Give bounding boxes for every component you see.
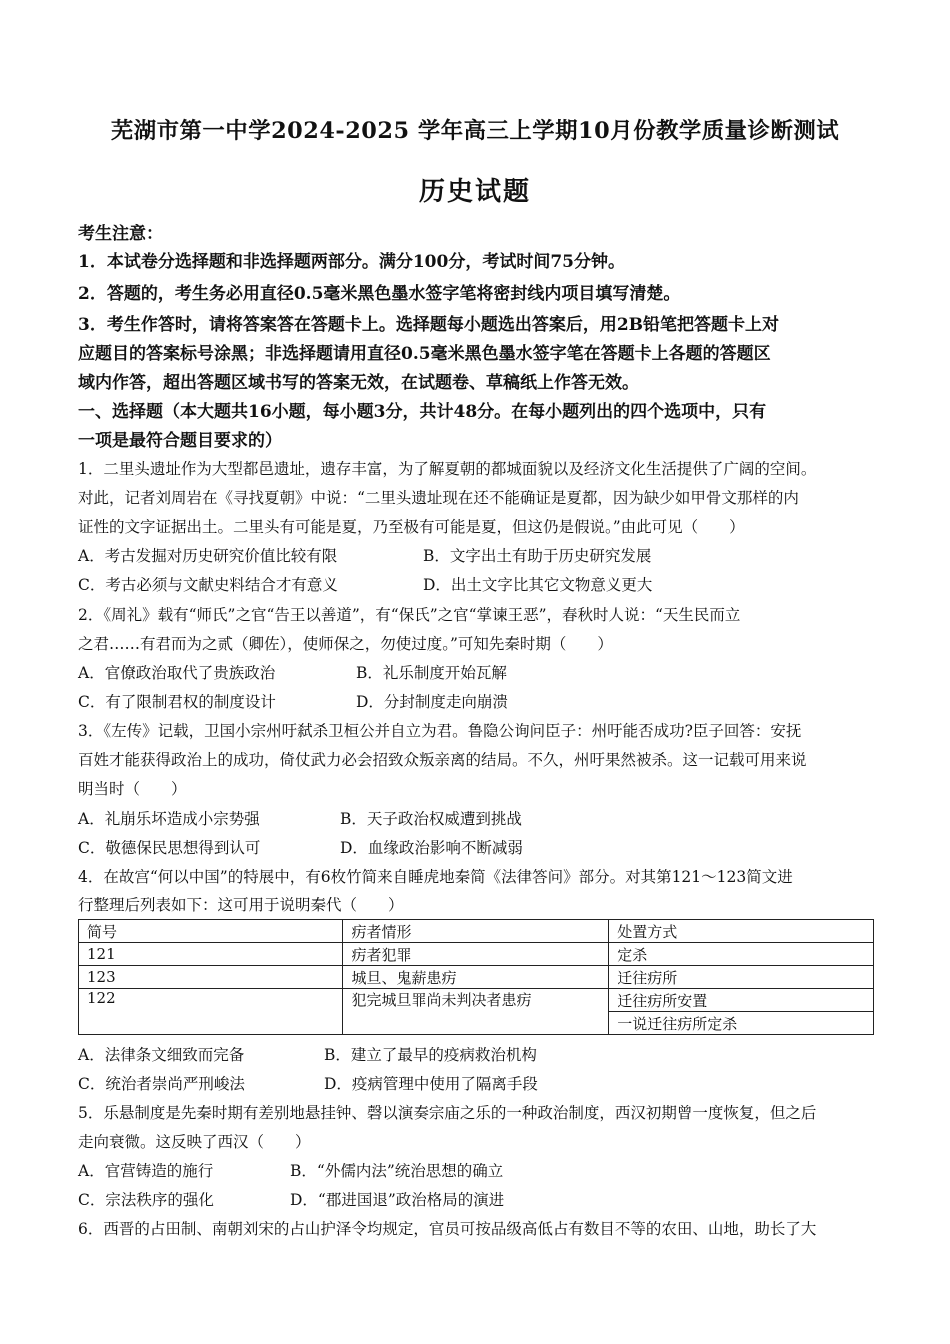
q1-stem-line-1: 1．二里头遗址作为大型都邑遗址，遗存丰富，为了解夏朝的都城面貌以及经济文化生活提供了广阔的空间。 [78,460,817,478]
q5-option-b: B．“外儒内法”统治思想的确立 [290,1162,504,1180]
q4-table [78,919,874,1035]
q3-option-b: B．天子政治权威遭到挑战 [340,810,522,828]
table-row [79,966,874,989]
table-cell: 123 [79,966,343,989]
notice-item-3-line-1: 3．考生作答时，请将答案答在答题卡上。选择题每小题选出答案后，用2B铅笔把答题卡上对 [78,315,780,335]
table-cell: 城旦、鬼薪患疠 [343,966,609,989]
table-cell: 迁往疠所安置 [609,989,874,1012]
q2-option-a: A．官僚政治取代了贵族政治 [78,664,276,682]
table-cell: 疠者犯罪 [343,943,609,966]
q3-stem-line-2: 百姓才能获得政治上的成功，倚仗武力必会招致众叛亲离的结局。不久，州吁果然被杀。这一记载可用来说 [78,751,807,769]
q4-stem-line-2: 行整理后列表如下：这可用于说明秦代（ ） [78,896,404,914]
q2-option-c: C．有了限制君权的制度设计 [78,693,276,711]
q1-stem-line-3: 证性的文字证据出土。二里头有可能是夏，乃至极有可能是夏，但这仍是假说。”由此可见（ ） [78,518,745,536]
q3-option-c: C．敬德保民思想得到认可 [78,839,261,857]
table-header-row [79,920,874,943]
q5-stem-line-2: 走向衰微。这反映了西汉（ ） [78,1133,311,1151]
q4-option-d: D．疫病管理中使用了隔离手段 [324,1075,538,1093]
q2-option-d: D．分封制度走向崩溃 [356,693,508,711]
q2-option-b: B．礼乐制度开始瓦解 [356,664,507,682]
notice-item-3-line-3: 域内作答，超出答题区域书写的答案无效，在试题卷、草稿纸上作答无效。 [78,373,639,393]
q1-option-a: A．考古发掘对历史研究价值比较有限 [78,547,338,565]
exam-subtitle: 历史试题 [418,177,531,207]
table-cell: 犯完城旦罪尚未判决者患疠 [343,989,609,1035]
q2-stem-line-1: 2．《周礼》载有“师氏”之官“告王以善道”，有“保氏”之官“掌谏王恶”，春秋时人说：“天生民而立 [78,606,741,624]
q4-stem-line-1: 4．在故宫“何以中国”的特展中，有6枚竹简来自睡虎地秦简《法律答问》部分。对其第121～123简文进 [78,868,793,886]
table-row [79,989,874,1012]
q2-stem-line-2: 之君……有君而为之贰（卿佐），使师保之，勿使过度。”可知先秦时期（ ） [78,635,613,653]
section-heading-line-1: 一、选择题（本大题共16小题，每小题3分，共计48分。在每小题列出的四个选项中，只有 [78,402,767,422]
section-heading-line-2: 一项是最符合题目要求的） [78,431,282,451]
table-cell: 122 [79,989,343,1035]
q5-stem-line-1: 5．乐悬制度是先秦时期有差别地悬挂钟、磬以演奏宗庙之乐的一种政治制度，西汉初期曾一度恢复，但之后 [78,1104,817,1122]
q1-option-c: C．考古必须与文献史料结合才有意义 [78,576,338,594]
exam-title: 芜湖市第一中学2024-2025 学年高三上学期10月份教学质量诊断测试 [110,118,840,144]
q3-option-d: D．血缘政治影响不断减弱 [340,839,523,857]
q5-option-c: C．宗法秩序的强化 [78,1191,214,1209]
table-cell: 定杀 [609,943,874,966]
q5-option-d: D．“郡进国退”政治格局的演进 [290,1191,505,1209]
notice-item-1: 1．本试卷分选择题和非选择题两部分。满分100分，考试时间75分钟。 [78,252,625,272]
table-header-cell: 疠者情形 [343,920,609,943]
notice-item-2: 2．答题的，考生务必用直径0.5毫米黑色墨水签字笔将密封线内项目填写清楚。 [78,284,681,304]
q4-option-a: A．法律条文细致而完备 [78,1046,245,1064]
table-cell: 迁往疠所 [609,966,874,989]
table-header-cell: 简号 [79,920,343,943]
table-header-cell: 处置方式 [609,920,874,943]
table-cell: 一说迁往疠所定杀 [609,1012,874,1035]
q3-option-a: A．礼崩乐坏造成小宗势强 [78,810,260,828]
q3-stem-line-3: 明当时（ ） [78,780,187,798]
q6-stem-line-1: 6．西晋的占田制、南朝刘宋的占山护泽令均规定，官员可按品级高低占有数目不等的农田、山地，助长了大 [78,1220,817,1238]
table-cell: 121 [79,943,343,966]
q1-option-b: B．文字出土有助于历史研究发展 [423,547,652,565]
q4-option-c: C．统治者崇尚严刑峻法 [78,1075,245,1093]
table-row [79,943,874,966]
q1-option-d: D．出土文字比其它文物意义更大 [423,576,653,594]
q5-option-a: A．官营铸造的施行 [78,1162,214,1180]
q4-option-b: B．建立了最早的疫病救治机构 [324,1046,537,1064]
notice-heading: 考生注意： [78,224,163,244]
notice-item-3-line-2: 应题目的答案标号涂黑；非选择题请用直径0.5毫米黑色墨水签字笔在答题卡上各题的答题区 [78,344,771,364]
q1-stem-line-2: 对此，记者刘周岩在《寻找夏朝》中说：“二里头遗址现在还不能确证是夏都，因为缺少如甲骨文那样的内 [78,489,799,507]
q3-stem-line-1: 3．《左传》记载，卫国小宗州吁弑杀卫桓公并自立为君。鲁隐公询问臣子：州吁能否成功?臣子回答：安抚 [78,722,802,740]
